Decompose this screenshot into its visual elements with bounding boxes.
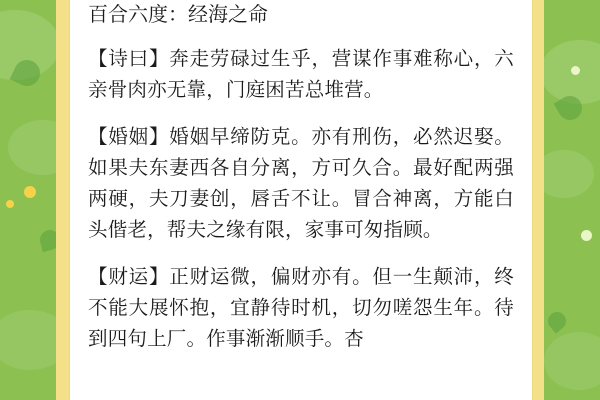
background-blob (540, 40, 600, 104)
decorative-dot (6, 200, 14, 208)
leaf-icon (544, 308, 569, 333)
content-card (70, 0, 532, 400)
decorative-dot (581, 230, 592, 241)
decorative-dot (571, 66, 580, 75)
decorative-dot (24, 186, 36, 198)
card-accent-right (532, 0, 544, 400)
background-blob (544, 332, 600, 390)
paragraph-marriage: 【婚姻】婚姻早缔防克。亦有刑伤，必然迟娶。如果夫东妻西各自分离，方可久合。最好配两强两硬，夫刀妻创，唇舌不让。冒合神离，方能白头偕老，帮夫之缘有限，家事可匆指顾。 (88, 127, 514, 241)
paragraph-fortune: 【财运】正财运微，偏财亦有。但一生颠沛，终不能大展怀抱，宜静待时机，切勿嗟怨生年。待到四句上厂。作事渐渐顺手。杏 (88, 267, 514, 350)
page-title: 百合六度：经海之命 (88, 4, 268, 26)
paragraph-poem: 【诗曰】奔走劳碌过生乎，营谋作事难称心，六亲骨肉亦无靠，门庭困苦总堆营。 (88, 49, 514, 101)
content-card-body (70, 0, 532, 355)
